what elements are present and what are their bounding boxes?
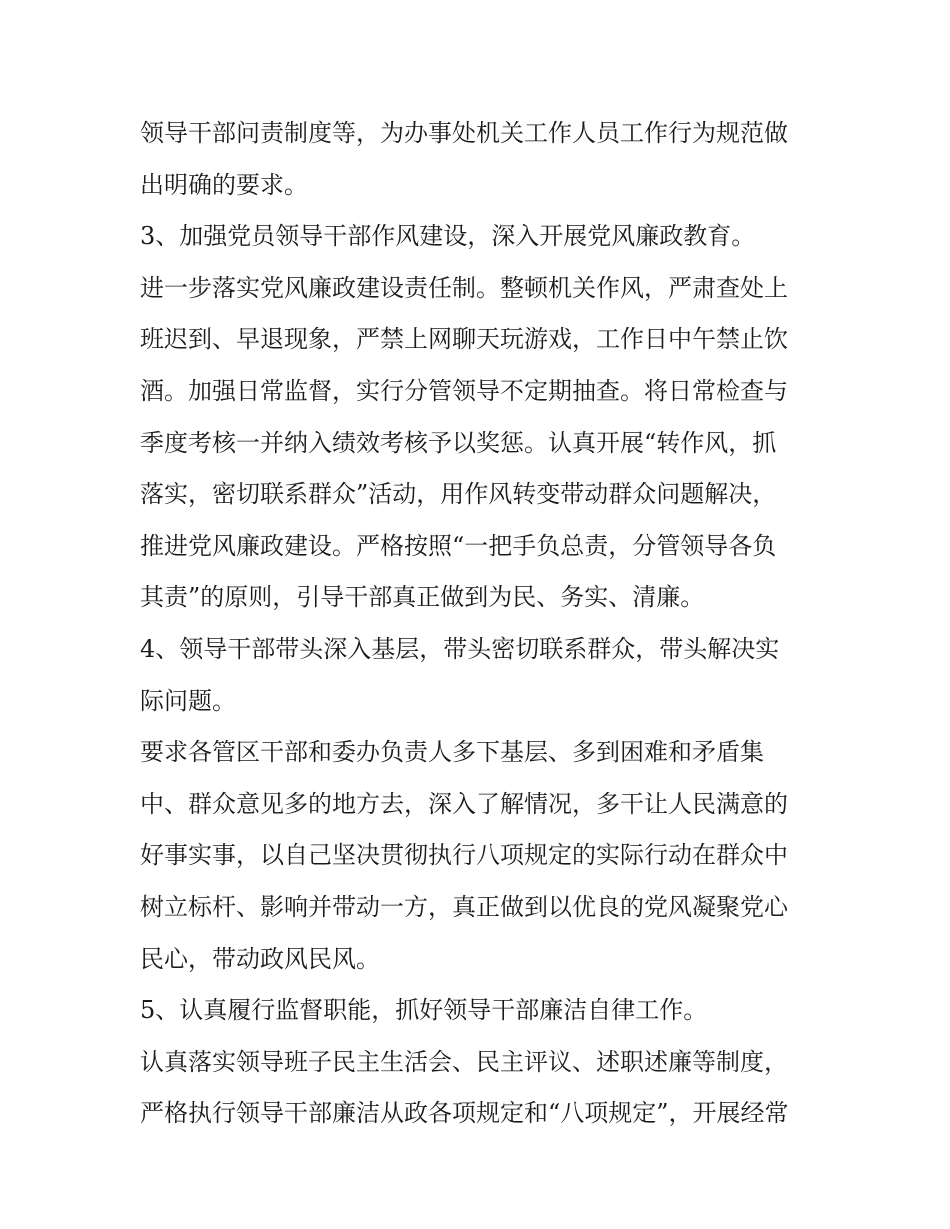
text-line: 认真落实领导班子民主生活会、民主评议、述职述廉等制度， <box>140 1047 788 1076</box>
text-line: 推进党风廉政建设。严格按照“一把手负总责，分管领导各负 <box>140 531 777 560</box>
text-line: 民心，带动政风民风。 <box>140 944 380 973</box>
text-line: 落实，密切联系群众”活动，用作风转变带动群众问题解决， <box>140 480 777 509</box>
text-line: 酒。加强日常监督，实行分管领导不定期抽查。将日常检查与 <box>140 376 788 405</box>
text-line: 树立标杆、影响并带动一方，真正做到以优良的党风凝聚党心 <box>140 892 788 921</box>
document-body <box>140 108 820 1140</box>
text-line: 出明确的要求。 <box>140 170 308 199</box>
text-line: 领导干部问责制度等，为办事处机关工作人员工作行为规范做 <box>140 119 788 147</box>
text-line: 好事实事，以自己坚决贯彻执行八项规定的实际行动在群众中 <box>140 841 788 870</box>
text-line: 其责”的原则，引导干部真正做到为民、务实、清廉。 <box>140 583 705 612</box>
text-line: 中、群众意见多的地方去，深入了解情况，多干让人民满意的 <box>140 789 788 818</box>
text-line: 严格执行领导干部廉洁从政各项规定和“八项规定”，开展经常 <box>140 1099 789 1128</box>
section-heading: 际问题。 <box>140 686 236 715</box>
text-line: 班迟到、早退现象，严禁上网聊天玩游戏，工作日中午禁止饮 <box>140 325 788 354</box>
section-heading: 4、领导干部带头深入基层，带头密切联系群众，带头解决实 <box>140 634 780 663</box>
text-line: 季度考核一并纳入绩效考核予以奖惩。认真开展“转作风，抓 <box>140 428 777 457</box>
section-heading: 5、认真履行监督职能，抓好领导干部廉洁自律工作。 <box>140 996 708 1025</box>
section-heading: 3、加强党员领导干部作风建设，深入开展党风廉政教育。 <box>140 222 756 251</box>
text-line: 要求各管区干部和委办负责人多下基层、多到困难和矛盾集 <box>140 738 764 767</box>
text-line: 进一步落实党风廉政建设责任制。整顿机关作风，严肃查处上 <box>140 273 788 302</box>
